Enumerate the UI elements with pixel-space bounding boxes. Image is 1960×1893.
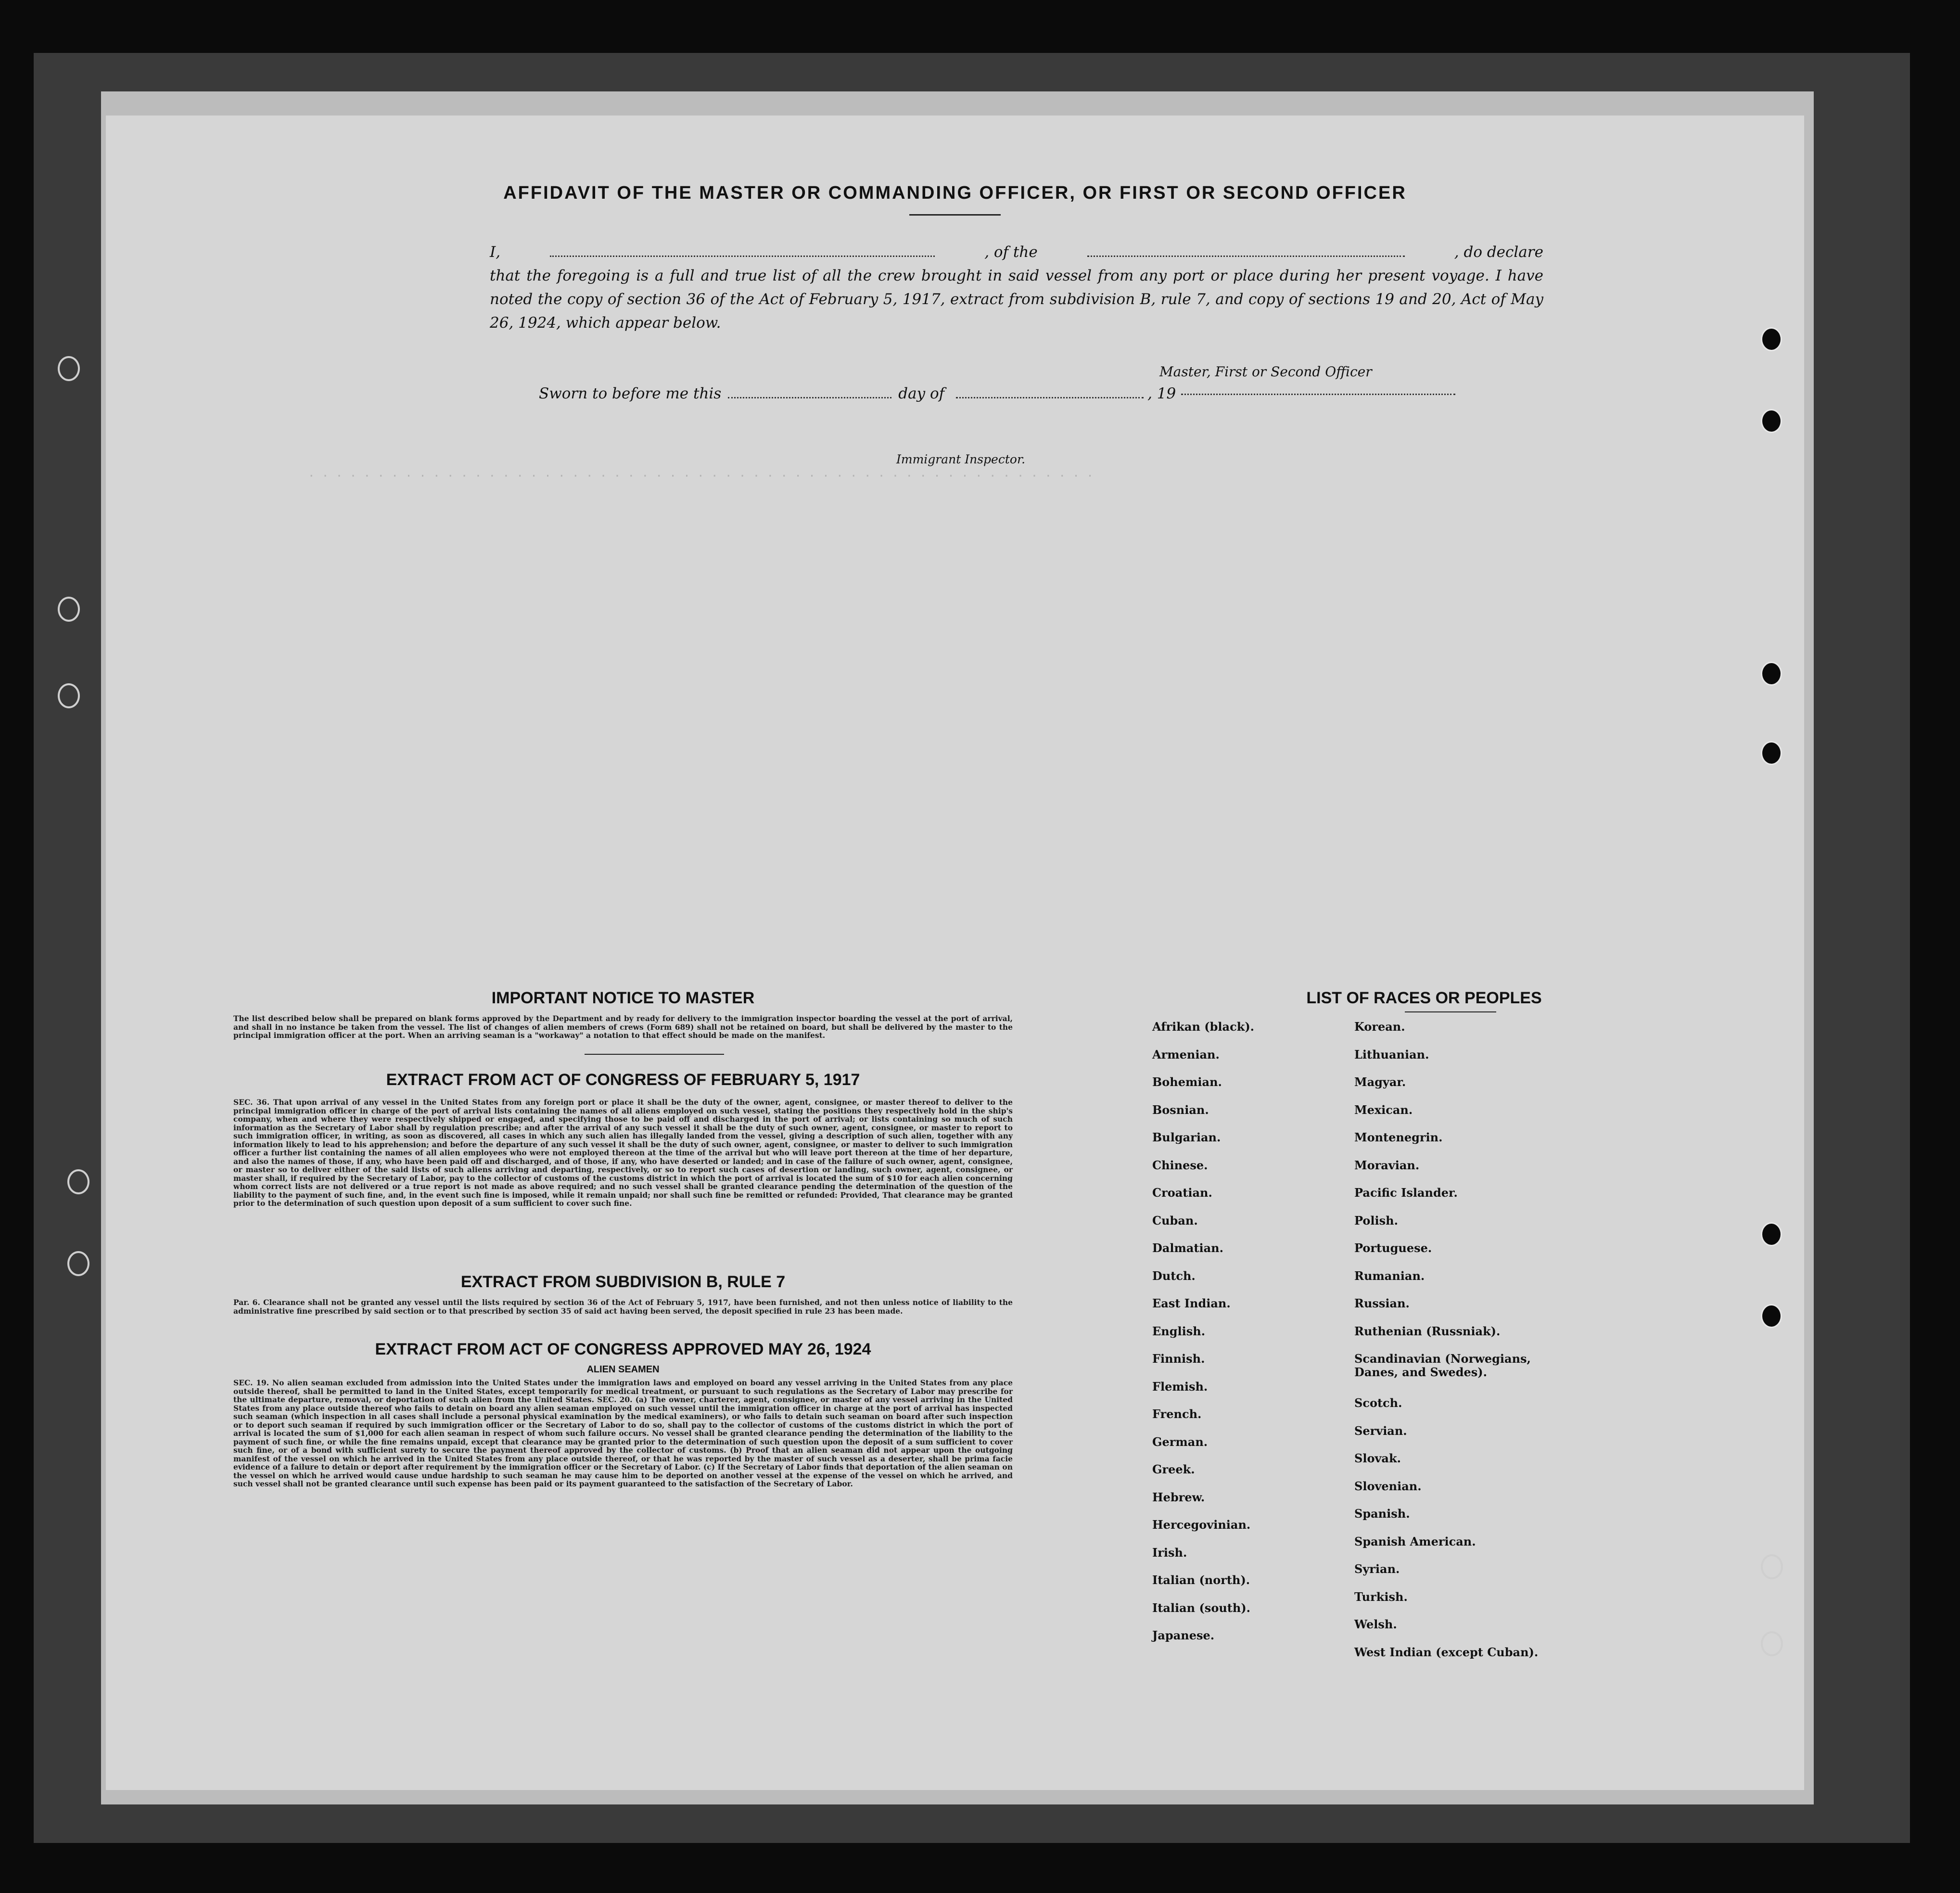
race-item: Armenian. bbox=[1152, 1047, 1220, 1062]
extract-rule7-text: Par. 6. Clearance shall not be granted any vessel until the lists required by section 36 of the Act of February 5, 1917, have been furnished, and not then unless notice of liability to the administrative fine prescribed by said section or to that prescribed by section 35 of said act having been served, the deposit specified in rule 23 has been made. bbox=[233, 1298, 1013, 1316]
punch-hole-icon bbox=[1761, 741, 1782, 765]
race-item: Scotch. bbox=[1354, 1396, 1402, 1410]
race-item: French. bbox=[1152, 1407, 1202, 1421]
races-title: LIST OF RACES OR PEOPLES bbox=[1306, 989, 1542, 1007]
race-item: Syrian. bbox=[1354, 1562, 1400, 1576]
signature-label: Master, First or Second Officer bbox=[1159, 364, 1372, 380]
sworn-label: Sworn to before me this bbox=[539, 385, 722, 402]
sworn-line bbox=[539, 385, 1176, 402]
affidavit-declaration: that the foregoing is a full and true list of all the crew brought in said vessel from any port or place during her present voyage. I have noted the copy of section 36 of the Act of February 5, 1917, extract from subdivision B, rule 7, and copy of sections 19 and 20, Act of May 26, 1924, which appear below. bbox=[490, 267, 1543, 332]
notice-title: IMPORTANT NOTICE TO MASTER bbox=[491, 989, 755, 1007]
race-item: Turkish. bbox=[1354, 1589, 1408, 1604]
sworn-day-field[interactable] bbox=[728, 387, 891, 398]
race-item: Finnish. bbox=[1152, 1352, 1205, 1366]
race-item: Bohemian. bbox=[1152, 1075, 1222, 1089]
punch-hole-icon bbox=[58, 356, 80, 381]
race-item: Hercegovinian. bbox=[1152, 1518, 1251, 1532]
race-item: Afrikan (black). bbox=[1152, 1020, 1255, 1034]
affidavit-title: AFFIDAVIT OF THE MASTER OR COMMANDING OFFICER, OR FIRST OR SECOND OFFICER bbox=[503, 183, 1407, 203]
punch-hole-icon bbox=[1761, 1304, 1782, 1328]
day-of-label: day of bbox=[898, 385, 945, 402]
race-item: Moravian. bbox=[1354, 1158, 1420, 1172]
punch-hole-icon bbox=[67, 1169, 89, 1194]
signature-line[interactable] bbox=[1181, 392, 1455, 395]
extract-1924-subtitle: ALIEN SEAMEN bbox=[586, 1364, 660, 1375]
race-item: Rumanian. bbox=[1354, 1268, 1425, 1283]
race-item: Korean. bbox=[1354, 1020, 1405, 1034]
race-item: Bulgarian. bbox=[1152, 1130, 1221, 1144]
punch-hole-icon bbox=[1761, 1631, 1783, 1656]
race-item: West Indian (except Cuban). bbox=[1354, 1645, 1539, 1659]
section-rule bbox=[585, 1054, 724, 1055]
race-item: Welsh. bbox=[1354, 1617, 1397, 1631]
do-declare-label: , do declare bbox=[1454, 243, 1543, 261]
title-rule bbox=[909, 214, 1001, 216]
punch-hole-icon bbox=[58, 597, 80, 622]
race-item: Dalmatian. bbox=[1152, 1241, 1223, 1255]
notice-text: The list described below shall be prepared on blank forms approved by the Department and by ready for delivery to the immigration inspector boarding the vessel at the port of arrival, and shall in no instance be taken from the vessel. The list of changes of alien members of crews (Form 689) shall not be retained on board, but shall be delivered by the master to the principal immigration officer at the port. When an arriving seaman is a "workaway" a notation to that effect should be made on the manifest. bbox=[233, 1014, 1013, 1040]
race-item: Irish. bbox=[1152, 1545, 1187, 1560]
year-label: , 19 bbox=[1147, 385, 1176, 402]
punch-hole-icon bbox=[1761, 327, 1782, 351]
race-item: Slovenian. bbox=[1354, 1479, 1422, 1493]
race-item: Cuban. bbox=[1152, 1213, 1198, 1228]
declarant-label: I, bbox=[490, 243, 501, 261]
race-item: Japanese. bbox=[1152, 1628, 1215, 1642]
race-item: German. bbox=[1152, 1434, 1208, 1449]
race-item: Greek. bbox=[1152, 1462, 1195, 1476]
races-right-column bbox=[1354, 1020, 1566, 1673]
inspector-label: Immigrant Inspector. bbox=[896, 452, 1026, 466]
of-the-label: , of the bbox=[984, 243, 1038, 261]
punch-hole-icon bbox=[67, 1251, 89, 1276]
bleed-through-text: · · · · · · · · · · · · · · · · · · · · · · · · · · · · · · · · · · · · · · · · · · · · · · · · · · · · · · · · · bbox=[308, 469, 1094, 483]
race-item: Magyar. bbox=[1354, 1075, 1406, 1089]
race-item: Slovak. bbox=[1354, 1451, 1401, 1465]
race-item: Scandinavian (Norwegians, Danes, and Swedes). bbox=[1354, 1352, 1531, 1379]
race-item: Italian (north). bbox=[1152, 1573, 1250, 1587]
extract-1924-text: SEC. 19. No alien seaman excluded from admission into the United States under the immigration laws and employed on board any vessel arriving in the United States from any place outside thereof, shall be permitted to land in the United States, except temporarily for medical treatment, or pursuant to such regulations as the Secretary of Labor may prescribe for the ultimate departure, removal, or deportation of such alien from the United States. SEC. 20. (a) The owner, charterer, agent, consignee, or master of any vessel arriving in the United States from any place outside thereof who fails to detain on board any alien seaman employed on such vessel until the immigration officer in charge at the port of arrival has inspected such seaman (which inspection in all cases shall include a personal physical examination by the medical examiners), or who fails to detain such seaman on board after such inspection or to deport such seaman if required by such immigration officer or the Secretary of Labor to do so, shall pay to the collector of customs of the customs district in which the port of arrival is located the sum of $1,000 for each alien seaman in respect of whom such failure occurs. No vessel shall be granted clearance pending the determination of the liability to the payment of such fine, or while the fine remains unpaid, except that clearance may be granted prior to the determination of such question upon the deposit of a sum sufficient to cover such fine, or of a bond with sufficient surety to secure the payment thereof approved by the collector of customs. (b) Proof that an alien seaman did not appear upon the outgoing manifest of the vessel on which he arrived in the United States from any place outside thereof, or that he was reported by the master of such vessel as a deserter, shall be prima facie evidence of a failure to detain or deport after requirement by the immigration officer or the Secretary of Labor. (c) If the Secretary of Labor finds that deportation of the alien seaman on the vessel on which he arrived would cause undue hardship to such seaman he may cause him to be deported on another vessel at the expense of the vessel on which he arrived, and such vessel shall not be granted clearance until such expense has been paid or its payment guaranteed to the satisfaction of the Secretary of Labor. bbox=[233, 1378, 1013, 1488]
punch-hole-icon bbox=[1761, 1554, 1783, 1579]
race-item: Bosnian. bbox=[1152, 1102, 1209, 1117]
punch-hole-icon bbox=[1761, 409, 1782, 433]
extract-1924-title: EXTRACT FROM ACT OF CONGRESS APPROVED MAY 26, 1924 bbox=[375, 1340, 871, 1358]
race-item: Mexican. bbox=[1354, 1102, 1413, 1117]
race-item: Ruthenian (Russniak). bbox=[1354, 1324, 1501, 1338]
punch-hole-icon bbox=[1761, 1222, 1782, 1246]
extract-1917-title: EXTRACT FROM ACT OF CONGRESS OF FEBRUARY 5, 1917 bbox=[386, 1071, 860, 1089]
extract-1917-text: SEC. 36. That upon arrival of any vessel in the United States from any foreign port or place it shall be the duty of the owner, agent, consignee, or master thereof to deliver to the principal immigration officer in charge of the port of arrival lists containing the names of all aliens employed on such vessel, stating the positions they respectively hold in the ship's company, when and where they were respectively shipped or engaged, and specifying those to be paid off and discharged in the port of arrival; or lists containing so much of such information as the Secretary of Labor shall by regulation prescribe; and after the arrival of any such vessel it shall be the duty of such owner, agent, consignee, or master to report to such immigration officer, in writing, as soon as discovered, all cases in which any such alien has illegally landed from the vessel, giving a description of such alien, together with any information likely to lead to his apprehension; and before the departure of any such vessel it shall be the duty of such owner, agent, consignee, or master to deliver to such immigration officer a further list containing the names of all alien employees who were not employed thereon at the time of the arrival but who will leave port thereon at the time of her departure, and also the names of those, if any, who have been paid off and discharged, and of those, if any, who have deserted or landed; and in case of the failure of such owner, agent, consignee, or master so to deliver either of the said lists of such aliens arriving and departing, respectively, or so to report such cases of desertion or landing, such owner, agent, consignee, or master shall, if required by the Secretary of Labor, pay to the collector of customs of the customs district in which the port of arrival is located the sum of $10 for each alien concerning whom correct lists are not delivered or a true report is not made as above required; and no such vessel shall be granted clearance pending the determination of the question of the liability to the payment of such fine, and, in the event such fine is imposed, while it remain unpaid; nor shall such fine be remitted or refunded: Provided, That clearance may be granted prior to the determination of such question upon deposit of a sum sufficient to cover such fine. bbox=[233, 1098, 1013, 1208]
sworn-month-field[interactable] bbox=[956, 387, 1144, 398]
race-item: Spanish. bbox=[1354, 1507, 1410, 1521]
race-item: Lithuanian. bbox=[1354, 1047, 1429, 1062]
affidavit-first-line bbox=[490, 241, 1543, 264]
vessel-name-field[interactable] bbox=[1087, 246, 1405, 257]
races-rule bbox=[1405, 1011, 1496, 1012]
races-left-column bbox=[1152, 1020, 1335, 1657]
declarant-name-field[interactable] bbox=[550, 246, 935, 257]
race-item: Montenegrin. bbox=[1354, 1130, 1443, 1144]
affidavit-body bbox=[490, 241, 1543, 335]
document-page bbox=[106, 115, 1804, 1790]
extract-rule7-title: EXTRACT FROM SUBDIVISION B, RULE 7 bbox=[460, 1273, 786, 1291]
race-item: Chinese. bbox=[1152, 1158, 1208, 1172]
race-item: Spanish American. bbox=[1354, 1534, 1476, 1548]
race-item: Polish. bbox=[1354, 1213, 1398, 1228]
race-item: Portuguese. bbox=[1354, 1241, 1432, 1255]
race-item: Servian. bbox=[1354, 1423, 1407, 1438]
punch-hole-icon bbox=[58, 683, 80, 708]
race-item: Croatian. bbox=[1152, 1186, 1212, 1200]
race-item: Dutch. bbox=[1152, 1268, 1196, 1283]
race-item: Hebrew. bbox=[1152, 1490, 1205, 1504]
race-item: Russian. bbox=[1354, 1296, 1410, 1310]
race-item: Italian (south). bbox=[1152, 1600, 1251, 1615]
punch-hole-icon bbox=[1761, 662, 1782, 686]
race-item: Flemish. bbox=[1152, 1379, 1208, 1394]
race-item: English. bbox=[1152, 1324, 1206, 1338]
race-item: Pacific Islander. bbox=[1354, 1186, 1458, 1200]
race-item: East Indian. bbox=[1152, 1296, 1231, 1310]
